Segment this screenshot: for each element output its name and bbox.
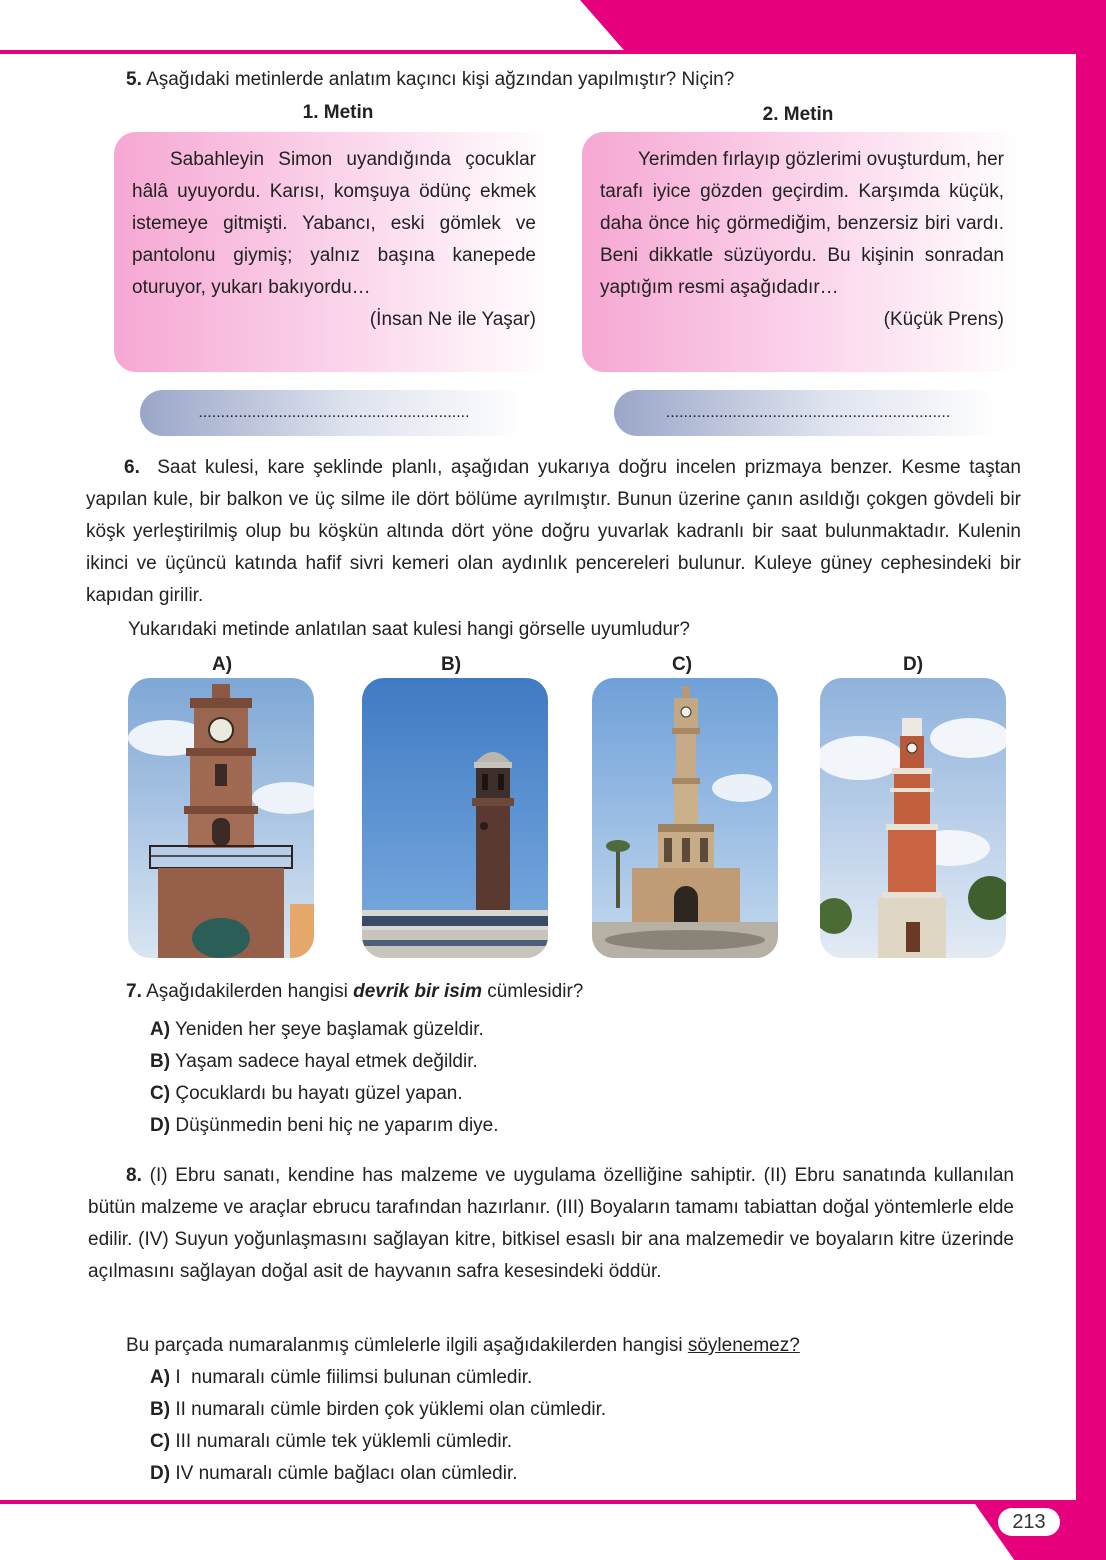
option-b-label: B) [440,654,462,675]
question-5 [126,64,1026,96]
metin-1-box [114,132,554,372]
metin-2-title: 2. Metin [762,104,834,125]
right-edge-bar [1076,0,1106,1560]
metin-2-body: Yerimden fırlayıp gözlerimi ovuşturdum, her tarafı iyice gözden geçirdim. Karşımda küçük, daha önce hiç görmediğim, benzersiz biri vardı. Beni dikkatle süzüyordu. Bu kişinin sonradan yaptığım resmi aşağıdadır… [600,149,1004,298]
option-b-image[interactable] [362,678,548,958]
choice-label: C) [150,1431,171,1452]
q7-choice-d[interactable] [150,1110,499,1142]
metin-1-source: (İnsan Ne ile Yaşar) [369,309,536,330]
choice-text: Çocuklardı bu hayatı güzel yapan. [175,1083,463,1104]
metin-1-answer-blank[interactable]: ............................................................. [140,390,528,436]
question-5-number: 5. [126,69,142,90]
metin-2-source: (Küçük Prens) [883,309,1004,330]
choice-label: B) [150,1051,171,1072]
question-7-number: 7. [126,981,142,1002]
question-7-text-before: Aşağıdakilerden hangisi [146,981,354,1002]
question-6-number: 6. [124,457,140,478]
option-d-image[interactable] [820,678,1006,958]
bottom-rule [0,1500,1106,1504]
choice-text: I numaralı cümle fiilimsi bulunan cümledir. [175,1367,533,1388]
question-8-prompt [126,1330,1006,1362]
choice-text: III numaralı cümle tek yüklemli cümledir. [175,1431,513,1452]
choice-text: Düşünmedin beni hiç ne yaparım diye. [175,1115,499,1136]
choice-label: D) [150,1115,171,1136]
choice-text: II numaralı cümle birden çok yüklemi olan cümledir. [175,1399,607,1420]
q8-choice-d[interactable] [150,1458,518,1490]
choice-text: Yeniden her şeye başlamak güzeldir. [175,1019,484,1040]
question-8-prompt-text: Bu parçada numaralanmış cümlelerle ilgili aşağıdakilerden hangisi [126,1335,688,1356]
choice-label: D) [150,1463,171,1484]
q8-choice-a[interactable] [150,1362,532,1394]
metin-2-answer-blank[interactable]: ................................................................ [614,390,1002,436]
question-8 [88,1160,1014,1288]
option-c-label: C) [671,654,693,675]
top-corner-tab [580,0,1106,54]
option-a-label: A) [211,654,233,675]
q7-choice-b[interactable] [150,1046,478,1078]
question-6-prompt: Yukarıdaki metinde anlatılan saat kulesi hangi görselle uyumludur? [128,619,690,640]
choice-text: Yaşam sadece hayal etmek değildir. [175,1051,478,1072]
option-c-image[interactable] [592,678,778,958]
q7-choice-a[interactable] [150,1014,484,1046]
question-6-text: Saat kulesi, kare şeklinde planlı, aşağıdan yukarıya doğru incelen prizmaya benzer. Kesme taştan yapılan kule, bir balkon ve üç silme ile dört bölüme ayrılmıştır. Bunun üzerine çanın asıldığı çokgen gövdeli bir köşk yerleştirilmiş olup bu köşkün altında dört yöne doğru yuvarlak kadranlı bir saat bulunmaktadır. Kulenin ikinci ve üçüncü katında hafif sivri kemeri olan aydınlık pencereleri bulunur. Kuleye güney cephesindeki bir kapıdan girilir. [86,457,1021,606]
question-6 [86,452,1021,612]
metin-1-title: 1. Metin [302,102,374,123]
question-8-prompt-underlined: söylenemez? [687,1335,800,1356]
q8-choice-b[interactable] [150,1394,606,1426]
q7-choice-c[interactable] [150,1078,463,1110]
option-d-label: D) [902,654,924,675]
choice-label: A) [150,1019,171,1040]
metin-2-box [582,132,1022,372]
page-number: 213 [998,1508,1060,1536]
question-7-emphasis: devrik bir isim [353,981,482,1002]
metin-1-body: Sabahleyin Simon uyandığında çocuklar hâlâ uyuyordu. Karısı, komşuya ödünç ekmek istemeye gitmişti. Yabancı, eski gömlek ve pantolonu giymiş; yalnız başına kanepede oturuyor, yukarı bakıyordu… [132,149,536,298]
question-7 [126,976,1006,1008]
question-5-text: Aşağıdaki metinlerde anlatım kaçıncı kişi ağzından yapılmıştır? Niçin? [146,69,735,90]
q8-choice-c[interactable] [150,1426,512,1458]
choice-label: B) [150,1399,171,1420]
choice-label: C) [150,1083,171,1104]
choice-label: A) [150,1367,171,1388]
option-a-image[interactable] [128,678,314,958]
question-8-text: (I) Ebru sanatı, kendine has malzeme ve uygulama özelliğine sahiptir. (II) Ebru sanatında kullanılan bütün malzeme ve araçlar ebrucu tarafından hazırlanır. (III) Boyaların tamamı tabiattan doğal yöntemlerle elde edilir. (IV) Suyun yoğunlaşmasını sağlayan kitre, bitkisel esaslı bir ana malzemedir ve boyaların kitre üzerinde açılmasını sağlayan doğal asit de hayvanın safra kesesindeki öddür. [88,1165,1015,1282]
choice-text: IV numaralı cümle bağlacı olan cümledir. [175,1463,518,1484]
question-7-text-after: cümlesidir? [481,981,584,1002]
question-8-number: 8. [126,1165,142,1186]
